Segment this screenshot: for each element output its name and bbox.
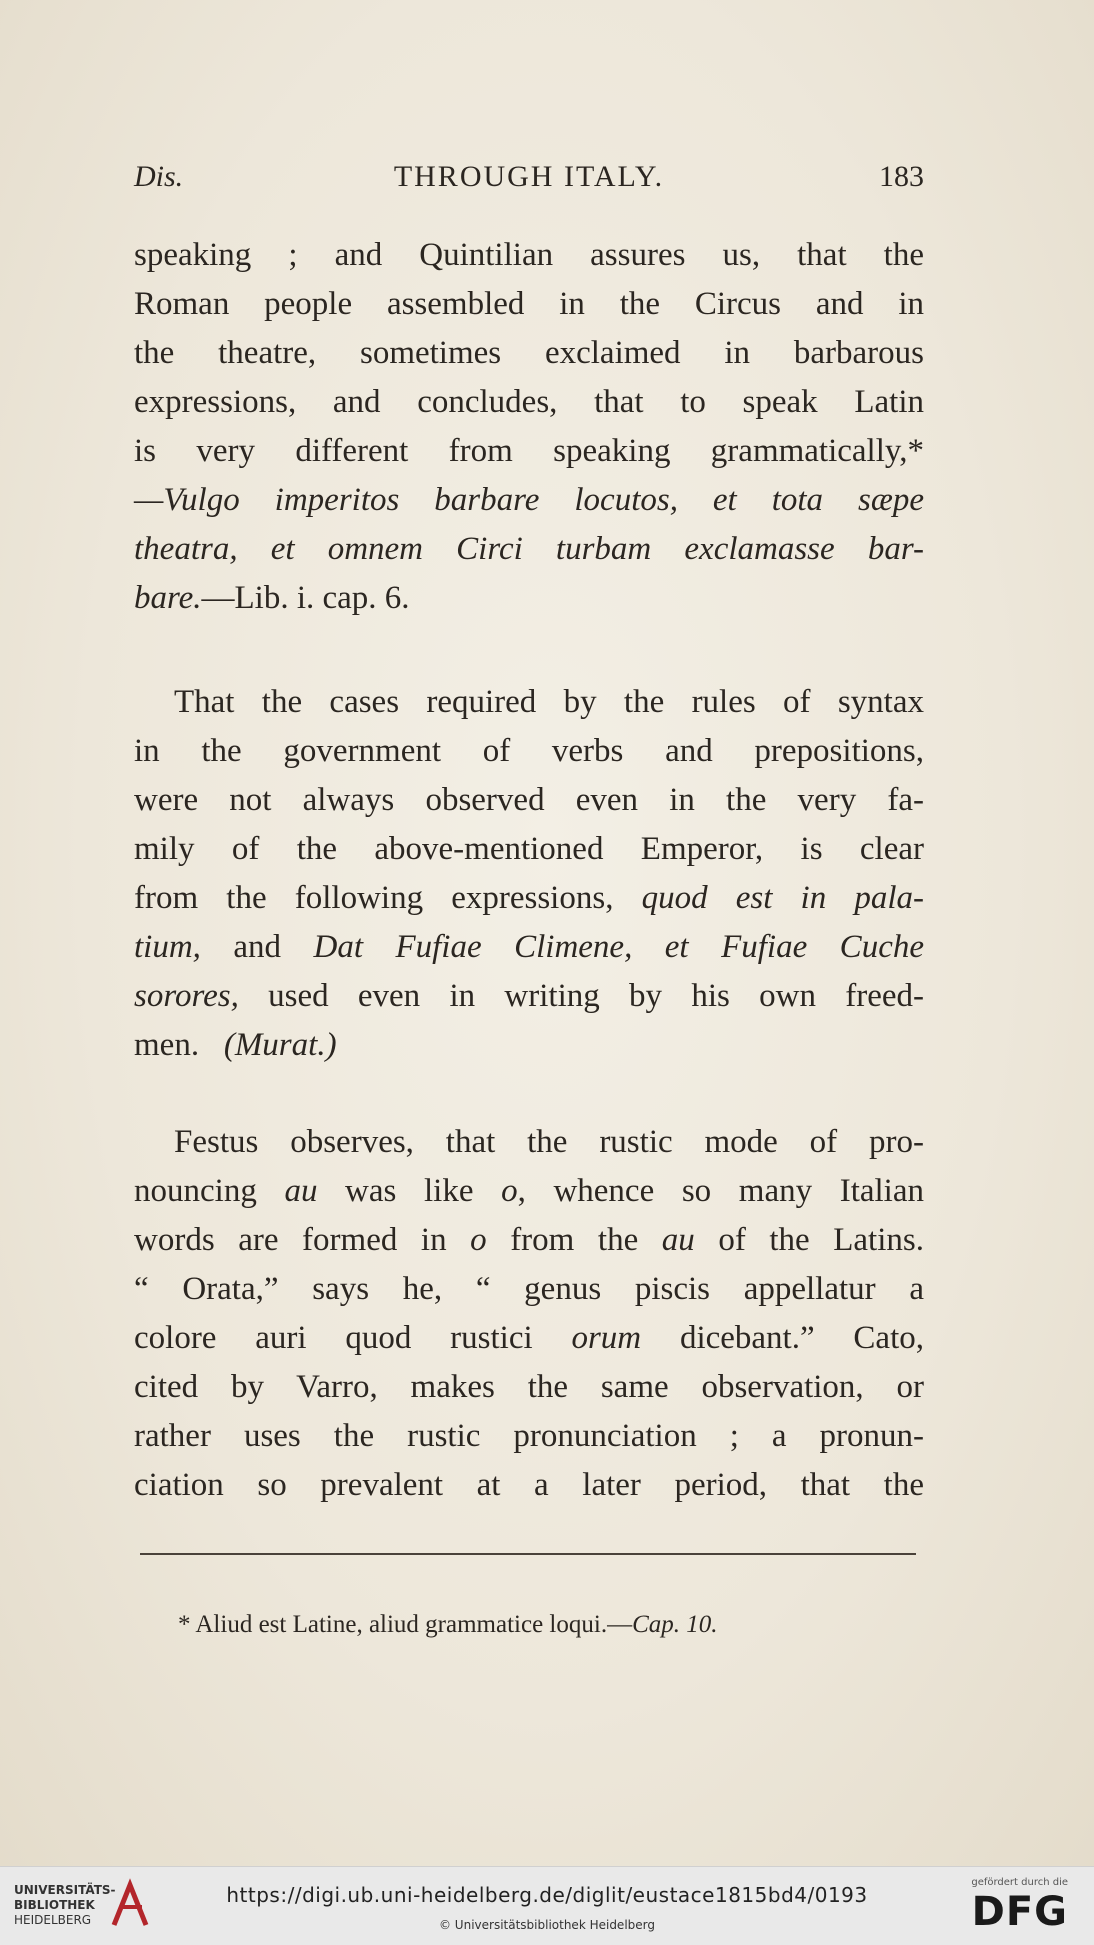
- latin-letters: au: [284, 1173, 318, 1209]
- citation: —Lib. i. cap. 6.: [201, 580, 410, 616]
- dfg-logo: DFG: [971, 1889, 1068, 1935]
- page-number: 183: [879, 160, 924, 193]
- text-line: [134, 1216, 924, 1265]
- text-line: speaking ; and Quintilian assures us, that the: [134, 237, 924, 273]
- text-line: cited by Varro, makes the same observation, or: [134, 1369, 924, 1405]
- text-line: That the cases required by the rules of syntax: [174, 684, 924, 720]
- footnote: [178, 1611, 898, 1639]
- latin-phrase: tium,: [134, 929, 201, 965]
- text-line: Roman people assembled in the Circus and in: [134, 286, 924, 322]
- latin-letters: o: [501, 1173, 518, 1209]
- text-line: the theatre, sometimes exclaimed in barbarous: [134, 335, 924, 371]
- text-line: mily of the above-mentioned Emperor, is clear: [134, 831, 924, 867]
- footnote-text: * Aliud est Latine, aliud grammatice loqui.—: [178, 1611, 633, 1638]
- permalink-url[interactable]: https://digi.ub.uni-heidelberg.de/diglit/eustace1815bd4/0193: [226, 1883, 868, 1907]
- latin-phrase: sorores,: [134, 978, 239, 1014]
- latin-phrase: Dat Fufiae Climene, et Fufiae Cuche: [313, 929, 924, 965]
- copyright-notice: © Universitätsbibliothek Heidelberg: [438, 1918, 655, 1932]
- text-run: was like: [317, 1173, 502, 1209]
- text-run: used even in writing by his own freed-: [238, 978, 924, 1014]
- running-head: [134, 160, 924, 200]
- footnote-reference: Cap. 10.: [632, 1611, 718, 1638]
- text-line: were not always observed even in the very fa-: [134, 782, 924, 818]
- library-name-line: HEIDELBERG: [14, 1913, 92, 1927]
- citation: (Murat.): [223, 1027, 337, 1063]
- text-run: , whence so many Italian: [517, 1173, 924, 1209]
- text-line: is very different from speaking grammatically,*: [134, 433, 924, 469]
- latin-quote-line: —Vulgo imperitos barbare locutos, et tota sæpe: [134, 482, 924, 518]
- running-head-title: THROUGH ITALY.: [393, 160, 665, 193]
- text-line: [134, 574, 924, 623]
- text-run: men.: [134, 1027, 200, 1063]
- latin-word: bare.: [134, 580, 202, 616]
- text-line: in the government of verbs and prepositions,: [134, 733, 924, 769]
- latin-phrase: quod est in pala-: [641, 880, 924, 916]
- latin-word: orum: [571, 1320, 642, 1356]
- library-name-line: UNIVERSITÄTS-: [14, 1883, 116, 1897]
- text-line: [134, 1314, 924, 1363]
- funder-label: gefördert durch die: [971, 1877, 1068, 1888]
- paragraph-2: [134, 678, 924, 1070]
- text-run: of the Latins.: [694, 1222, 924, 1258]
- latin-quote-line: theatra, et omnem Circi turbam exclamasse bar-: [134, 531, 924, 567]
- library-name-line: BIBLIOTHEK: [14, 1898, 95, 1912]
- text-run: words are formed in: [134, 1222, 471, 1258]
- text-line: expressions, and concludes, that to speak Latin: [134, 384, 924, 420]
- text-line: rather uses the rustic pronunciation ; a pronun-: [134, 1418, 924, 1454]
- text-line: [134, 874, 924, 923]
- text-line: ciation so prevalent at a later period, that the: [134, 1467, 924, 1503]
- text-line: “ Orata,” says he, “ genus piscis appellatur a: [134, 1271, 924, 1307]
- text-line: [134, 1167, 924, 1216]
- latin-letters: o: [470, 1222, 487, 1258]
- text-run: from the: [486, 1222, 662, 1258]
- text-line: Festus observes, that the rustic mode of pro-: [174, 1124, 924, 1160]
- running-head-left: Dis.: [134, 160, 184, 193]
- text-run: dicebant.” Cato,: [641, 1320, 924, 1356]
- text-line: [134, 972, 924, 1021]
- paragraph-1: [134, 231, 924, 623]
- paragraph-3: [134, 1118, 924, 1510]
- text-line: [134, 923, 924, 972]
- viewer-footer: [0, 1866, 1094, 1945]
- text-run: from the following expressions,: [134, 880, 642, 916]
- text-line: [134, 1021, 924, 1070]
- latin-letters: au: [661, 1222, 695, 1258]
- text-run: nouncing: [134, 1173, 285, 1209]
- footnote-divider: [140, 1553, 916, 1555]
- text-run: colore auri quod rustici: [134, 1320, 572, 1356]
- text-run: and: [200, 929, 314, 965]
